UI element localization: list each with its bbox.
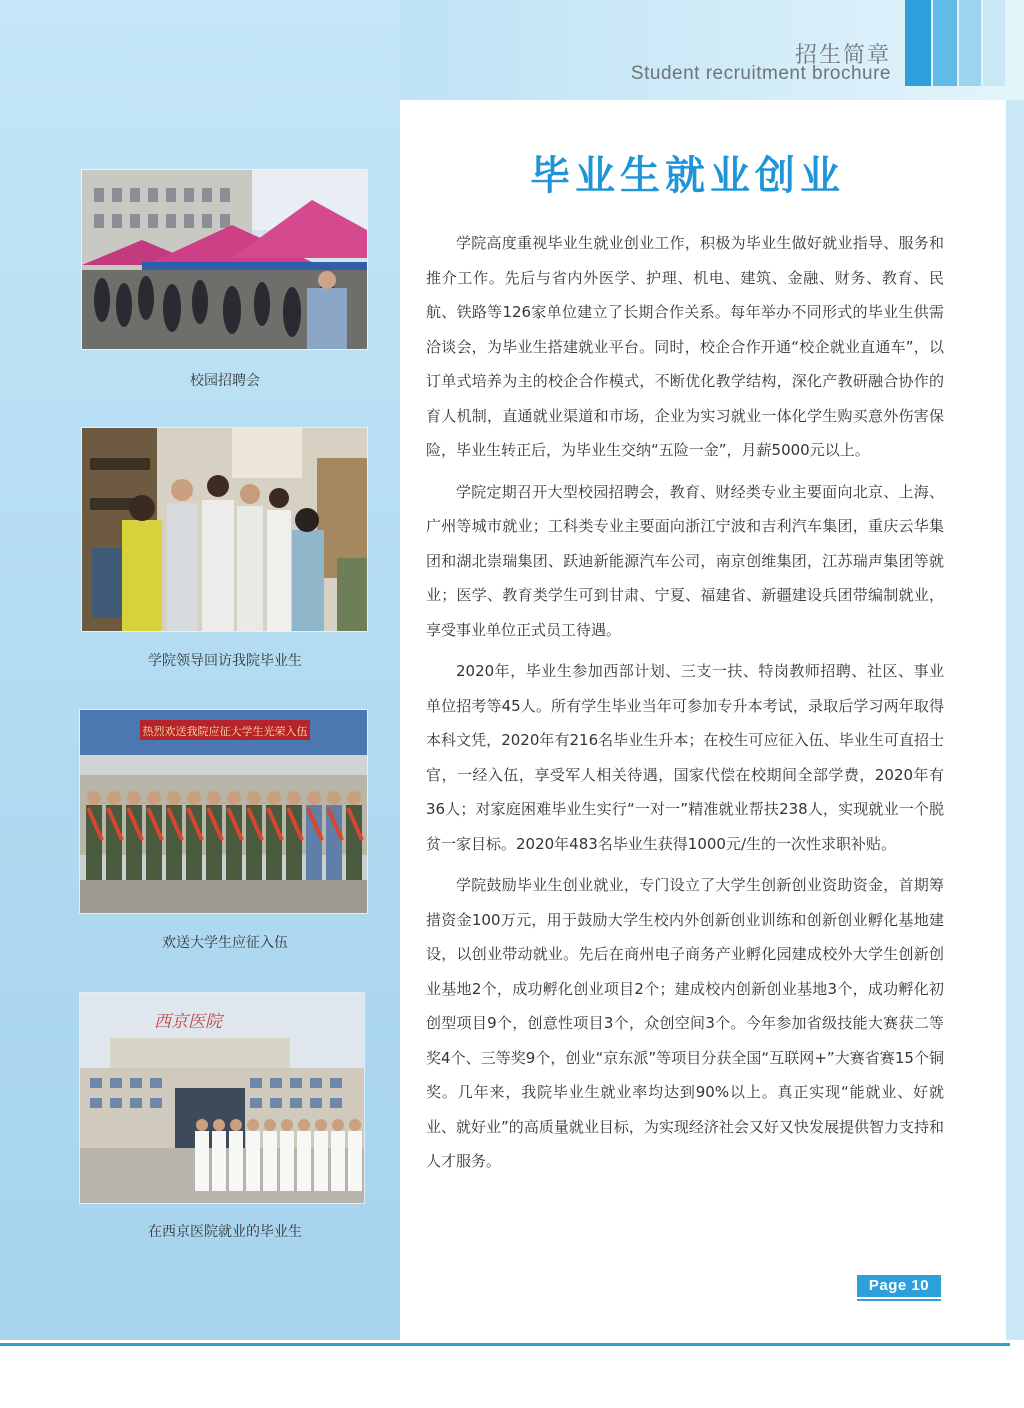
enlistment-photo bbox=[80, 710, 367, 913]
brochure-title-cn: 招生简章 bbox=[794, 43, 891, 68]
hospital-nurses-photo bbox=[80, 993, 364, 1203]
page-number: Page 10 bbox=[857, 1275, 941, 1297]
leaders-visit-photo bbox=[82, 428, 367, 631]
paragraph: 学院定期召开大型校园招聘会，教育、财经类专业主要面向北京、上海、广州等城市就业；工科类专业主要面向浙江宁波和吉利汽车集团，重庆云华集团和湖北崇瑞集团、跃迪新能源汽车公司，南京创维集团，江苏瑞声集团等就业；医学、教育类学生可到甘肃、宁夏、福建省、新疆建设兵团带编制就业，享受事业单位正式员工待遇。 bbox=[426, 482, 944, 639]
photo-caption: 校园招聘会 bbox=[190, 373, 260, 389]
paragraph: 学院高度重视毕业生就业创业工作，积极为毕业生做好就业指导、服务和推介工作。先后与省内外医学、护理、机电、建筑、金融、财务、教育、民航、铁路等126家单位建立了长期合作关系。每年举办不同形式的毕业生供需洽谈会，为毕业生搭建就业平台。同时，校企合作开通“校企就业直通车”，以订单式培养为主的校企合作模式，不断优化教学结构，深化产教研融合协作的育人机制，直通就业渠道和市场，企业为实习就业一体化学生购买意外伤害保险，毕业生转正后，为毕业生交纳“五险一金”，月薪5000元以上。 bbox=[426, 234, 944, 459]
brochure-title-en: Student recruitment brochure bbox=[630, 63, 891, 84]
bottom-margin bbox=[0, 1346, 1024, 1408]
article-body bbox=[426, 226, 944, 1186]
banner-text: 热烈欢送我院应征大学生光荣入伍 bbox=[142, 725, 308, 738]
photo-caption: 学院领导回访我院毕业生 bbox=[148, 653, 302, 669]
photo-caption: 在西京医院就业的毕业生 bbox=[148, 1224, 302, 1240]
page-title: 毕业生就业创业 bbox=[530, 153, 845, 199]
decorative-stripe bbox=[959, 0, 981, 86]
job-fair-photo bbox=[82, 170, 367, 349]
paragraph: 2020年，毕业生参加西部计划、三支一扶、特岗教师招聘、社区、事业单位招考等45人。所有学生毕业当年可参加专升本考试，录取后学习两年取得本科文凭，2020年有216名毕业生升本；在校生可应征入伍、毕业生可直招士官，一经入伍，享受军人相关待遇，国家代偿在校期间全部学费，2020年有36人；对家庭困难毕业生实行“一对一”精准就业帮扶238人，实现就业一个脱贫一家目标。2020年483名毕业生获得1000元/生的一次性求职补贴。 bbox=[426, 662, 944, 853]
decorative-stripe bbox=[933, 0, 957, 86]
decorative-stripe bbox=[905, 0, 931, 86]
paragraph: 学院鼓励毕业生创业就业，专门设立了大学生创新创业资助资金，首期筹措资金100万元，用于鼓励大学生校内外创新创业训练和创新创业孵化基地建设，以创业带动就业。先后在商州电子商务产业孵化园建成校外大学生创新创业基地2个，成功孵化创业项目2个；建成校内创新创业基地3个，成功孵化初创型项目9个，创意性项目3个，众创空间3个。今年参加省级技能大赛获二等奖4个、三等奖9个，创业“京东派”等项目分获全国“互联网+”大赛省赛15个铜奖。几年来，我院毕业生就业率均达到90%以上。真正实现“能就业、好就业、就好业”的高质量就业目标，为实现经济社会又好又快发展提供智力支持和人才服务。 bbox=[426, 876, 944, 1170]
hospital-sign-text: 西京医院 bbox=[154, 1012, 222, 1032]
right-edge-band bbox=[1005, 100, 1024, 1340]
photo-caption: 欢送大学生应征入伍 bbox=[162, 935, 288, 951]
decorative-stripe bbox=[983, 0, 1005, 86]
